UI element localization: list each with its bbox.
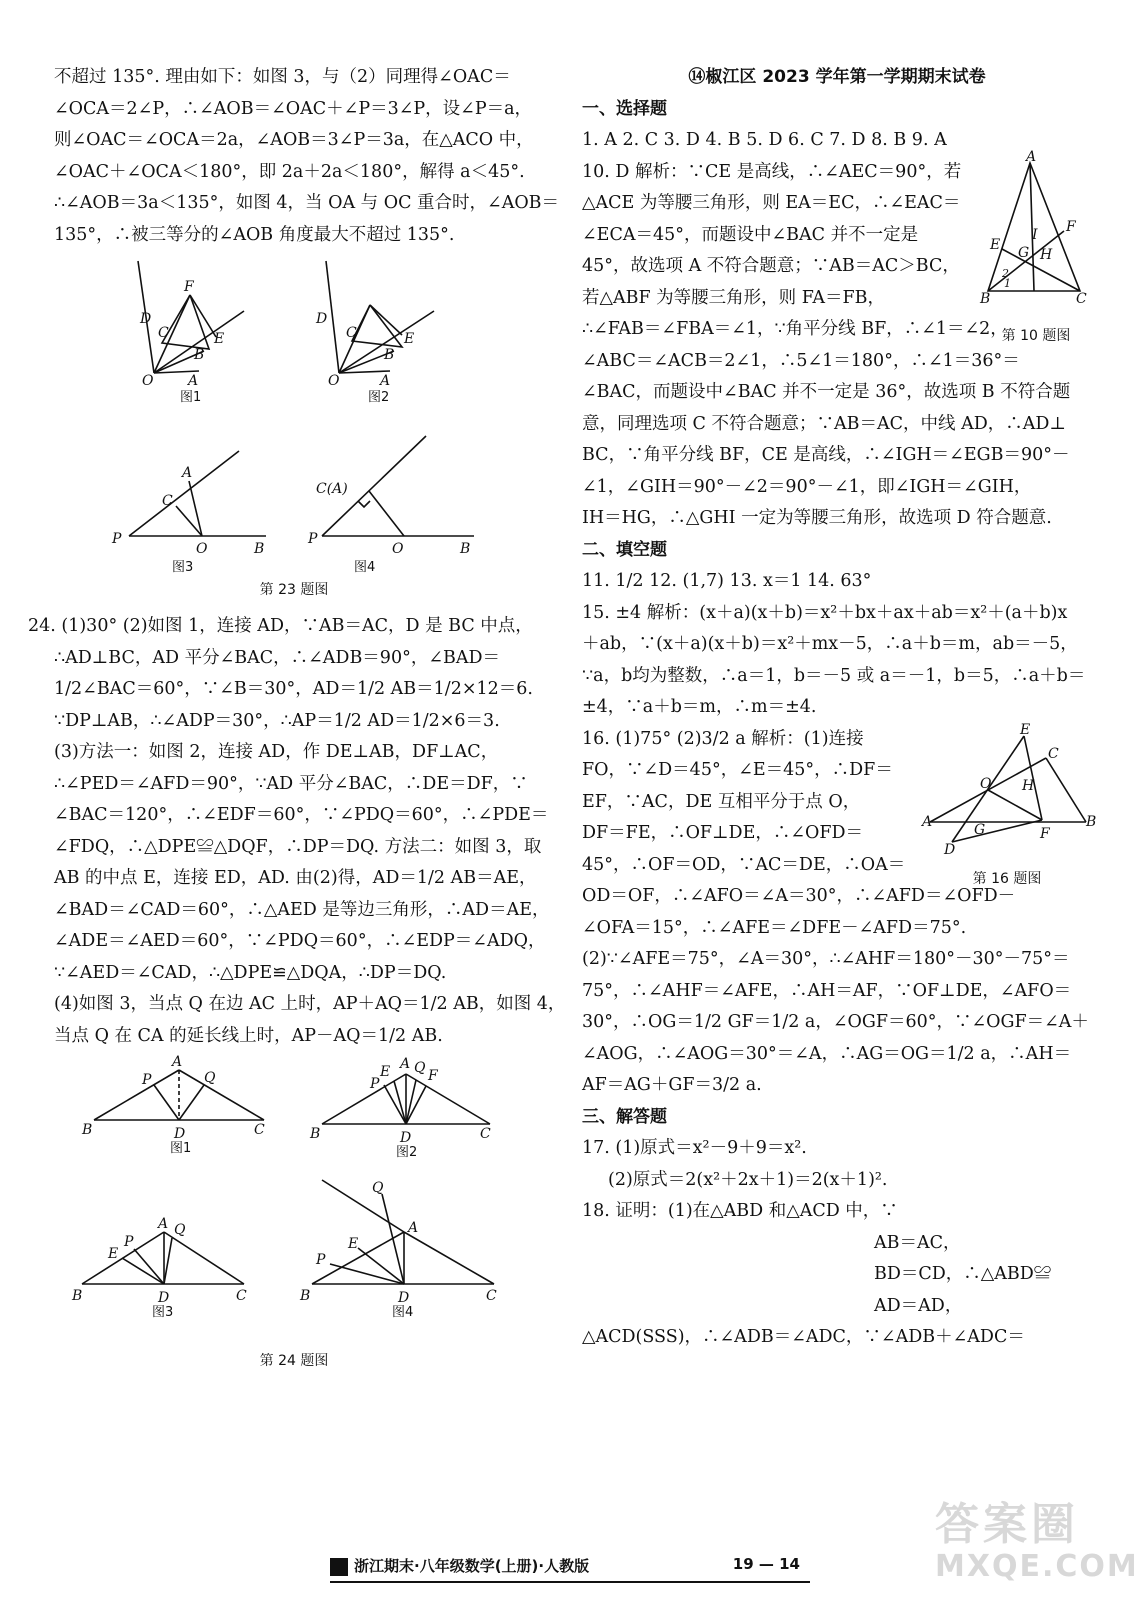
q10-line: BC，∵角平分线 BF，CE 是高线，∴∠IGH＝∠EGB＝90°－: [582, 445, 1070, 465]
svg-text:C: C: [1076, 290, 1087, 307]
svg-text:O: O: [142, 373, 154, 389]
svg-text:C: C: [254, 1122, 265, 1138]
svg-text:A: A: [380, 373, 391, 389]
q23-line: ∠OAC＋∠OCA＜180°，即 2a＋2a＜180°，解得 a＜45°.: [54, 161, 525, 182]
fill-answers: 11. 1/2 12. (1,7) 13. x＝1 14. 63°: [582, 571, 872, 591]
svg-text:H: H: [1040, 246, 1053, 263]
q23-line: ∴∠AOB＝3a＜135°，如图 4，当 OA 与 OC 重合时，∠AOB＝: [54, 193, 560, 213]
svg-text:C: C: [486, 1288, 497, 1304]
svg-text:C: C: [1048, 745, 1059, 762]
fig24-cap2: 图2: [396, 1145, 418, 1160]
fig24-4: [299, 1180, 497, 1320]
svg-text:C: C: [236, 1288, 247, 1304]
q10-line: 意，同理选项 C 不符合题意；∵AB＝AC，中线 AD，∴AD⊥: [582, 413, 1066, 434]
q10-line: ∠BAC，而题设中∠BAC 并不一定是 36°，故选项 B 不符合题: [582, 382, 1071, 402]
svg-text:D: D: [140, 311, 152, 327]
q24-line: ∠ADE＝∠AED＝60°，∵∠PDQ＝60°，∴∠EDP＝∠ADQ，: [54, 931, 546, 951]
svg-text:A: A: [158, 1216, 169, 1232]
q10-line: ∠ECA＝45°，而题设中∠BAC 并不一定是: [582, 224, 919, 245]
q16-line: 16. (1)75° (2)3/2 a 解析：(1)连接: [582, 728, 864, 749]
fig16-caption: 第 16 题图: [972, 870, 1042, 887]
svg-text:O: O: [196, 541, 208, 557]
svg-text:I: I: [1032, 226, 1038, 243]
q24-line: ∠BAC＝120°，∴∠EDF＝60°，∵∠PDQ＝60°，∴∠PDE＝: [54, 805, 549, 825]
svg-text:H: H: [1022, 777, 1035, 794]
svg-text:B: B: [194, 347, 205, 363]
q18-line: AD＝AD，: [874, 1295, 963, 1316]
svg-text:P: P: [370, 1076, 380, 1092]
fig23-4: [307, 436, 474, 575]
fig24-1: [81, 1054, 265, 1156]
fig23-ca-label: C(A): [316, 481, 348, 497]
svg-text:P: P: [308, 531, 318, 547]
q18-line: AB＝AC，: [874, 1232, 961, 1253]
watermark-line1: 答案圈: [935, 1499, 1079, 1550]
q18-line: 18. 证明：(1)在△ABD 和△ACD 中，∵: [582, 1201, 898, 1221]
fig23-cap2: 图2: [368, 390, 390, 405]
q16-line: ∠OFA＝15°，∴∠AFE＝∠DFE－∠AFD＝75°.: [582, 917, 967, 938]
q23-line: ∠OCA＝2∠P，∴∠AOB＝∠OAC＋∠P＝3∠P，设∠P＝a，: [54, 98, 533, 119]
q16-line: EF，∵AC，DE 互相平分于点 O，: [582, 791, 861, 812]
q24-line: AB 的中点 E，连接 ED，AD. 由(2)得，AD＝1/2 AB＝AE，: [54, 868, 537, 888]
q24-line: (4)如图 3，当点 Q 在边 AC 上时，AP＋AQ＝1/2 AB，如图 4，: [54, 994, 566, 1014]
svg-text:G: G: [974, 821, 986, 838]
svg-text:B: B: [254, 541, 265, 557]
q16-line: 45°，∴OF＝OD，∵AC＝DE，∴OA＝: [582, 854, 906, 875]
section-heading: 三、解答题: [582, 1106, 667, 1127]
svg-text:B: B: [310, 1126, 321, 1142]
fig23-3: [111, 451, 266, 575]
svg-text:E: E: [404, 331, 415, 347]
svg-text:C: C: [158, 325, 169, 341]
svg-text:P: P: [142, 1072, 152, 1088]
svg-text:O: O: [328, 373, 340, 389]
svg-text:E: E: [108, 1246, 119, 1262]
svg-text:D: D: [316, 311, 328, 327]
svg-text:2: 2: [1002, 266, 1009, 280]
q10-line: ∴∠FAB＝∠FBA＝∠1，∵角平分线 BF，∴∠1＝∠2，: [582, 319, 1008, 339]
svg-text:C: C: [480, 1126, 491, 1142]
q10-line: 若△ABF 为等腰三角形，则 FA＝FB，: [582, 287, 885, 308]
fig24-cap4: 图4: [392, 1305, 414, 1320]
svg-text:B: B: [300, 1288, 311, 1304]
svg-text:C: C: [162, 493, 173, 509]
fig24-2: [309, 1056, 491, 1160]
footer-title: 浙江期末·八年级数学(上册)·人教版: [354, 1557, 590, 1575]
q24-line: ∴AD⊥BC，AD 平分∠BAC，∴∠ADB＝90°，∠BAD＝: [54, 647, 501, 668]
svg-text:C: C: [346, 325, 357, 341]
svg-text:P: P: [124, 1234, 134, 1250]
svg-text:O: O: [980, 775, 992, 792]
svg-text:F: F: [428, 1068, 438, 1084]
svg-text:E: E: [1020, 721, 1031, 738]
svg-text:F: F: [1040, 825, 1050, 842]
q18-line: △ACD(SSS)，∴∠ADB＝∠ADC，∵∠ADB＋∠ADC＝: [582, 1327, 1025, 1347]
svg-text:A: A: [922, 813, 933, 830]
q24-line: (3)方法一：如图 2，连接 AD，作 DE⊥AB，DF⊥AC，: [54, 742, 499, 762]
svg-text:D: D: [400, 1130, 412, 1146]
fig23-cap1: 图1: [180, 390, 202, 405]
fig10-caption: 第 10 题图: [1001, 327, 1071, 344]
svg-text:F: F: [1066, 218, 1076, 235]
footer-mark-icon: [330, 1558, 348, 1576]
fig23-caption: 第 23 题图: [259, 582, 329, 598]
svg-text:Q: Q: [414, 1060, 426, 1076]
q15-line: ∵a，b均为整数，∴a＝1，b＝－5 或 a＝－1，b＝5，∴a＋b＝: [582, 665, 1086, 686]
svg-text:A: A: [408, 1220, 419, 1236]
fig23-cap3: 图3: [172, 560, 194, 575]
svg-text:A: A: [1026, 148, 1037, 165]
right-column: [582, 62, 1097, 1354]
q24-line: 当点 Q 在 CA 的延长线上时，AP－AQ＝1/2 AB.: [54, 1025, 443, 1046]
page-footer: [330, 1555, 810, 1583]
q24-line: ∵DP⊥AB，∴∠ADP＝30°，∴AP＝1/2 AD＝1/2×6＝3.: [54, 710, 500, 731]
figure-24: [54, 1052, 524, 1352]
svg-text:D: D: [174, 1126, 186, 1142]
svg-text:D: D: [398, 1290, 410, 1306]
q24-line: ∴∠PED＝∠AFD＝90°，∵AD 平分∠BAC，∴DE＝DF，∵: [54, 773, 528, 794]
fig23-1: [138, 261, 244, 405]
q17-line: (2)原式＝2(x²＋2x＋1)＝2(x＋1)².: [608, 1169, 888, 1190]
q24-line: 24. (1)30° (2)如图 1，连接 AD，∵AB＝AC，D 是 BC 中点，: [28, 616, 533, 636]
svg-text:1: 1: [1004, 276, 1011, 290]
q23-line: 则∠OAC＝∠OCA＝2a，∠AOB＝3∠P＝3a，在△ACO 中，: [54, 130, 534, 150]
q16-line: OD＝OF，∴∠AFO＝∠A＝30°，∴∠AFD＝∠OFD－: [582, 886, 1016, 906]
q16-line: ∠AOG，∴∠AOG＝30°＝∠A，∴AG＝OG＝1/2 a，∴AH＝: [582, 1043, 1072, 1064]
q16-line: AF＝AG＋GF＝3/2 a.: [582, 1075, 762, 1095]
fig23-cap4: 图4: [354, 560, 376, 575]
svg-text:A: A: [172, 1054, 183, 1070]
svg-text:E: E: [380, 1064, 391, 1080]
figure-23: [54, 251, 524, 581]
q24-line: 1/2∠BAC＝60°，∵∠B＝30°，AD＝1/2 AB＝1/2×12＝6.: [54, 679, 533, 699]
q16-line: FO，∵∠D＝45°，∠E＝45°，∴DF＝: [582, 760, 893, 780]
fig24-3: [71, 1216, 247, 1320]
q16-line: DF＝FE，∴OF⊥DE，∴∠OFD＝: [582, 823, 864, 843]
q23-line: 135°，∴被三等分的∠AOB 角度最大不超过 135°.: [54, 224, 455, 245]
svg-text:E: E: [348, 1236, 359, 1252]
page-number: 19 — 14: [732, 1555, 800, 1573]
q18-line: BD＝CD，∴△ABD≌: [874, 1264, 1052, 1284]
fig24-cap1: 图1: [170, 1141, 192, 1156]
svg-text:B: B: [460, 541, 471, 557]
svg-text:O: O: [392, 541, 404, 557]
watermark-line2: MXQE.COM: [935, 1549, 1139, 1584]
svg-text:G: G: [1018, 244, 1030, 261]
svg-text:Q: Q: [204, 1070, 216, 1086]
q24-line: ∠FDQ，∴△DPE≌△DQF，∴DP＝DQ. 方法二：如图 3，取: [54, 836, 542, 857]
fig24-caption: 第 24 题图: [259, 1353, 329, 1369]
q24-line: ∠BAD＝∠CAD＝60°，∴△AED 是等边三角形，∴AD＝AE，: [54, 899, 550, 920]
svg-text:F: F: [184, 279, 194, 295]
svg-text:B: B: [1086, 813, 1097, 830]
q15-line: 15. ±4 解析：(x＋a)(x＋b)＝x²＋bx＋ax＋ab＝x²＋(a＋b)x: [582, 602, 1068, 623]
q18-brace-block: [582, 1228, 1092, 1323]
svg-text:Q: Q: [372, 1180, 384, 1196]
svg-text:B: B: [82, 1122, 93, 1138]
svg-text:E: E: [214, 331, 225, 347]
fig23-2: [315, 261, 434, 405]
q10-line: ∠ABC＝∠ACB＝2∠1，∴5∠1＝180°，∴∠1＝36°＝: [582, 350, 1020, 371]
q16-line: 30°，∴OG＝1/2 GF＝1/2 a，∠OGF＝60°，∵∠OGF＝∠A＋: [582, 1012, 1089, 1032]
q10-line: IH＝HG，∴△GHI 一定为等腰三角形，故选项 D 符合题意.: [582, 508, 1052, 528]
svg-text:A: A: [182, 465, 193, 481]
exam-title: ⑭椒江区 2023 学年第一学期期末试卷: [688, 67, 986, 87]
watermark: [935, 1499, 1139, 1590]
svg-text:D: D: [944, 841, 956, 858]
q16-line: 75°，∴∠AHF＝∠AFE，∴AH＝AF，∵OF⊥DE，∠AFO＝: [582, 980, 1072, 1001]
q23-line: 不超过 135°. 理由如下：如图 3，与（2）同理得∠OAC＝: [54, 67, 511, 87]
choice-answers: 1. A 2. C 3. D 4. B 5. D 6. C 7. D 8. B 9. A: [582, 130, 947, 150]
left-column: [28, 62, 566, 1370]
svg-text:E: E: [990, 236, 1001, 253]
section-heading: 二、填空题: [582, 539, 667, 560]
q15-line: ＋ab，∵(x＋a)(x＋b)＝x²＋mx－5，∴a＋b＝m，ab＝－5，: [582, 634, 1078, 654]
svg-text:P: P: [112, 531, 122, 547]
q16-line: (2)∵∠AFE＝75°，∠A＝30°，∴∠AHF＝180°－30°－75°＝: [582, 949, 1070, 969]
fig24-cap3: 图3: [152, 1305, 174, 1320]
q24-line: ∵∠AED＝∠CAD，∴△DPE≌△DQA，∴DP＝DQ.: [54, 962, 447, 983]
svg-text:B: B: [384, 347, 395, 363]
svg-text:D: D: [158, 1290, 170, 1306]
svg-text:B: B: [980, 290, 991, 307]
q10-line: 10. D 解析：∵CE 是高线，∴∠AEC＝90°，若: [582, 161, 962, 182]
svg-text:A: A: [188, 373, 199, 389]
figure-16: [922, 721, 1097, 888]
svg-text:Q: Q: [174, 1222, 186, 1238]
svg-text:A: A: [400, 1056, 411, 1072]
q10-line: ∠1，∠GIH＝90°－∠2＝90°－∠1，即∠IGH＝∠GIH，: [582, 476, 1032, 497]
svg-text:P: P: [316, 1252, 326, 1268]
q15-line: ±4，∵a＋b＝m，∴m＝±4.: [582, 697, 817, 717]
svg-text:B: B: [72, 1288, 83, 1304]
section-heading: 一、选择题: [582, 98, 667, 119]
q10-line: △ACE 为等腰三角形，则 EA＝EC，∴∠EAC＝: [582, 193, 961, 213]
q17-line: 17. (1)原式＝x²－9＋9＝x².: [582, 1138, 807, 1158]
q10-line: 45°，故选项 A 不符合题意；∵AB＝AC＞BC，: [582, 256, 960, 276]
